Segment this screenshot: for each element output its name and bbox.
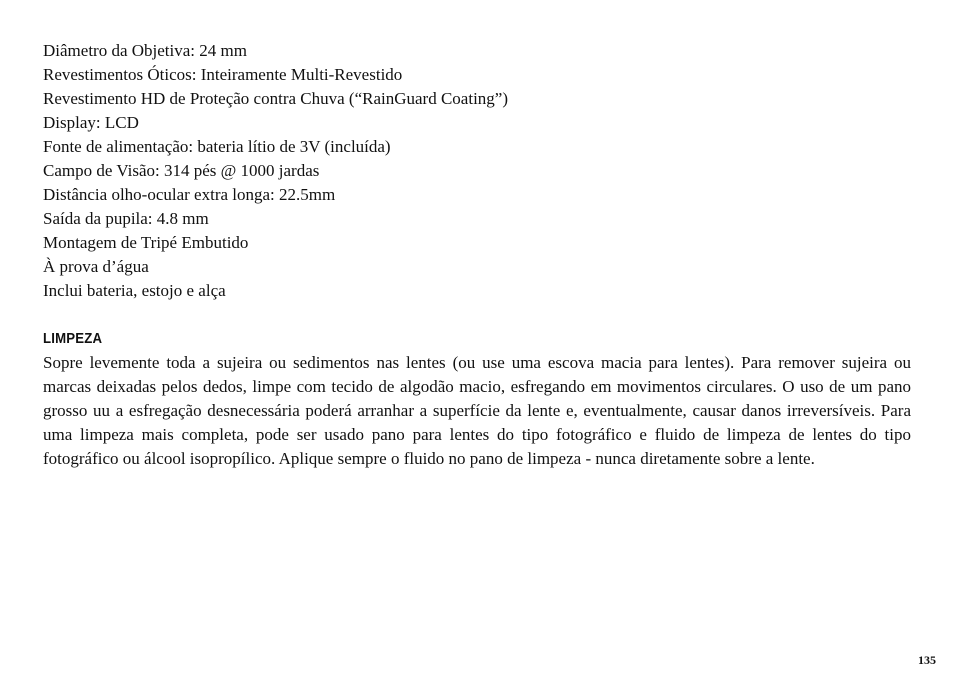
spec-rainguard-coating: Revestimento HD de Proteção contra Chuva (“RainGuard Coating”) (43, 89, 509, 108)
spec-included-items: Inclui bateria, estojo e alça (43, 281, 226, 300)
cleaning-paragraph: Sopre levemente toda a sujeira ou sedimentos nas lentes (ou use uma escova macia para lentes). Para remover sujeira ou marcas deixadas pelos dedos, limpe com tecido de algodão macio, esfregando em movimentos circulares. O uso de um pano grosso uu a esfregação desnecessária poderá arranhar a superfície da lente e, eventualmente, causar danos irreversíveis. Para uma limpeza mais completa, pode ser usado pano para lentes do tipo fotográfico e fluido de limpeza de lentes do tipo fotográfico ou álcool isopropílico. Aplique sempre o fluido no pano de limpeza - nunca diretamente sobre a lente. (43, 353, 911, 468)
spec-waterproof: À prova d’água (43, 257, 149, 276)
spec-power-source: Fonte de alimentação: bateria lítio de 3V (incluída) (43, 137, 391, 156)
spec-list (43, 39, 913, 303)
spec-display: Display: LCD (43, 113, 139, 132)
spec-tripod-mount: Montagem de Tripé Embutido (43, 233, 249, 252)
cleaning-heading: LIMPEZA (43, 330, 103, 347)
spec-optical-coatings: Revestimentos Óticos: Inteiramente Multi-Revestido (43, 65, 403, 84)
spec-objective-diameter: Diâmetro da Objetiva: 24 mm (43, 41, 247, 60)
spec-eye-relief: Distância olho-ocular extra longa: 22.5mm (43, 185, 336, 204)
spec-field-of-view: Campo de Visão: 314 pés @ 1000 jardas (43, 161, 320, 180)
spec-exit-pupil: Saída da pupila: 4.8 mm (43, 209, 209, 228)
page-number: 135 (918, 653, 936, 667)
